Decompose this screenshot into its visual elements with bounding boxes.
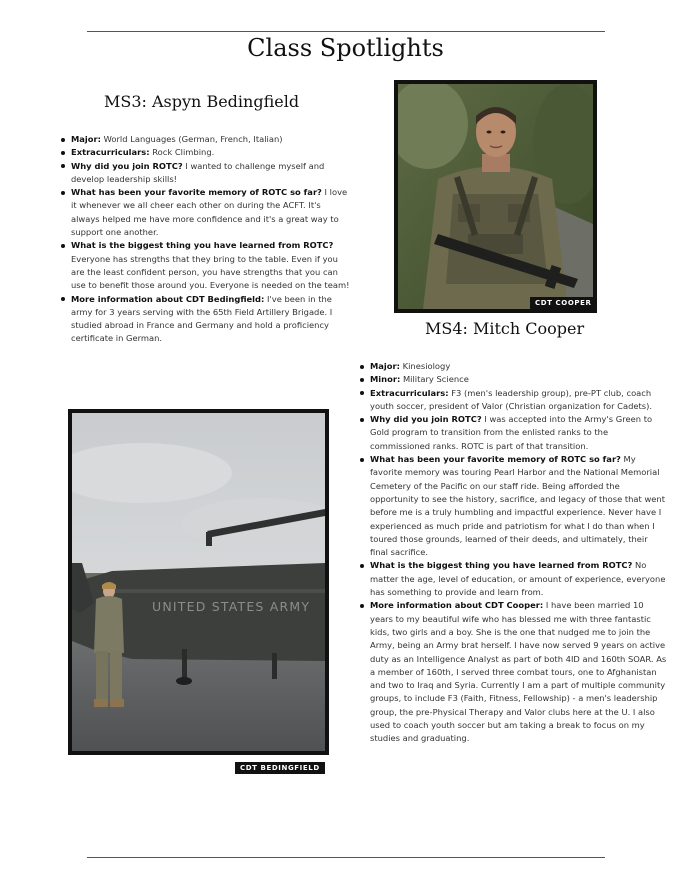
ms4-photo — [394, 80, 597, 313]
list-item: Extracurriculars: Rock Climbing. — [71, 146, 351, 159]
ms3-photo-caption: CDT BEDINGFIELD — [235, 762, 325, 774]
soldier-photo — [398, 84, 593, 309]
fuselage-lettering: UNITED STATES ARMY — [152, 599, 311, 614]
ms4-photo-caption: CDT COOPER — [530, 297, 597, 309]
ms3-heading: MS3: Aspyn Bedingfield — [104, 92, 300, 111]
list-item: More information about CDT Cooper: I have been married 10 years to my beautiful wife who has blessed me with three fantastic kids, two girls and a boy. She is the one that nudged me to join the Army, being an Army brat herself. I have now served 9 years on active duty as an Intelligence Analyst as part of both 4ID and 160th SOAR. As a member of 160th, I served three combat tours, one to Afghanistan and two to Iraq and Syria. Currently I am a part of multiple community groups, to include F3 (Faith, Fitness, Fellowship) - a men's leadership group, the pre-Physical Therapy and Valor clubs here at the U. I also used to coach youth soccer but am taking a break to focus on my studies and graduating. — [370, 599, 668, 745]
ms3-qa-list — [57, 133, 351, 346]
ms3-photo — [68, 409, 329, 755]
list-item: Extracurriculars: F3 (men's leadership group), pre-PT club, coach youth soccer, president of Valor (Christian organization for Cadets). — [370, 387, 668, 414]
list-item: What has been your favorite memory of ROTC so far? My favorite memory was touring Pearl Harbor and the National Memorial Cemetery of the Pacific on our staff ride. Being afforded the opportunity to see the history, sacrifice, and legacy of those that went before me is a truly humbling and impactful experience. Never have I experienced as much pride and patriotism for what I do than when I toured those grounds, learned of their deeds, and ultimately, their final sacrifice. — [370, 453, 668, 559]
ms4-heading: MS4: Mitch Cooper — [425, 319, 585, 338]
list-item: What is the biggest thing you have learned from ROTC? No matter the age, level of education, or amount of experience, everyone has something to provide and learn from. — [370, 559, 668, 599]
list-item: Why did you join ROTC? I was accepted into the Army's Green to Gold program to transition from the enlisted ranks to the commissioned ranks. ROTC is part of that transition. — [370, 413, 668, 453]
list-item: What is the biggest thing you have learned from ROTC? Everyone has strengths that they bring to the table. Even if you are the least confident person, you have strengths that you can use to benefit those around you. Everyone is needed on the team! — [71, 239, 351, 292]
top-divider — [87, 31, 605, 32]
list-item: More information about CDT Bedingfield: I've been in the army for 3 years serving with the 65th Field Artillery Brigade. I studied abroad in France and Germany and hold a proficiency certificate in German. — [71, 293, 351, 346]
page-title: Class Spotlights — [247, 34, 444, 62]
list-item: Major: World Languages (German, French, Italian) — [71, 133, 351, 146]
ms4-qa-list — [356, 360, 668, 746]
list-item: Major: Kinesiology — [370, 360, 668, 373]
bottom-divider — [87, 857, 605, 858]
list-item: Minor: Military Science — [370, 373, 668, 386]
list-item: Why did you join ROTC? I wanted to challenge myself and develop leadership skills! — [71, 160, 351, 187]
list-item: What has been your favorite memory of ROTC so far? I love it whenever we all cheer each other on during the ACFT. It's always helped me have more confidence and it's a great way to support one another. — [71, 186, 351, 239]
helicopter-photo — [72, 413, 325, 751]
